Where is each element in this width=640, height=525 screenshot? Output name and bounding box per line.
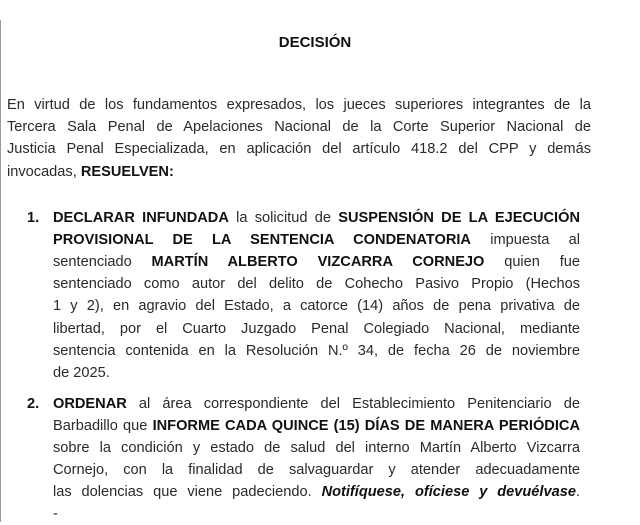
text-segment: impuesta al: [470, 232, 581, 249]
text-segment: sobre la condición y estado de salud del interno Martín Alberto Vizcarra: [53, 440, 580, 457]
text-segment: al área correspondiente del Establecimiento Penitenciario de: [126, 396, 580, 412]
text-segment: 1 y 2), en agravio del Estado, a catorce (14) años de pena privativa de: [53, 298, 580, 315]
text-segment: invocadas,: [7, 163, 81, 180]
text-segment: Cornejo, con la finalidad de salvaguardar y atender adecuadamente: [53, 462, 580, 479]
text-line: [7, 138, 591, 160]
text-segment: las dolencias que viene padeciendo.: [53, 484, 322, 501]
text-segment: En virtud de los fundamentos expresados, los jueces superiores integrantes de la: [7, 97, 591, 113]
emphasized-text: RESUELVEN:: [80, 163, 174, 180]
text-segment: de 2025.: [53, 364, 110, 381]
text-segment: Tercera Sala Penal de Apelaciones Nacional de la Corte Superior Nacional de: [7, 119, 591, 136]
text-line: [53, 207, 580, 229]
text-segment: libertad, por el Cuarto Juzgado Penal Colegiado Nacional, mediante: [53, 320, 580, 337]
text-line: [53, 318, 580, 340]
emphasized-text: DECLARAR INFUNDADA: [53, 210, 229, 226]
text-line: [53, 459, 580, 481]
emphasized-text: SUSPENSIÓN DE LA EJECUCIÓN: [338, 210, 580, 226]
emphasized-text: INFORME CADA QUINCE (15) DÍAS DE MANERA PERIÓDICA: [152, 418, 580, 435]
emphasized-text: ORDENAR: [53, 396, 127, 412]
text-line: [53, 273, 580, 295]
text-segment: sentenciado: [53, 254, 152, 271]
text-segment: la solicitud de: [228, 210, 339, 226]
text-line: [7, 161, 591, 183]
text-segment: quien fue: [484, 254, 580, 271]
emphasized-text: Notifíquese, ofíciese y devuélvase: [321, 484, 576, 501]
text-segment: Barbadillo que: [53, 418, 153, 435]
text-segment: -: [53, 506, 58, 522]
text-line: [53, 251, 580, 273]
text-line: [7, 116, 591, 138]
page-left-border: [0, 20, 1, 522]
text-line: [53, 295, 580, 317]
text-segment: sentencia contenida en la Resolución N.º 34, de fecha 26 de noviembre: [53, 342, 580, 359]
item-number: 1.: [27, 210, 40, 226]
section-title: DECISIÓN: [278, 34, 352, 51]
text-line: [53, 393, 580, 415]
text-segment: Justicia Penal Especializada, en aplicación del artículo 418.2 del CPP y demás: [7, 141, 591, 158]
text-segment: .: [575, 484, 580, 501]
text-line: [7, 94, 591, 116]
text-line: [53, 362, 580, 384]
text-line: [53, 481, 580, 503]
text-segment: sentenciado como autor del delito de Cohecho Pasivo Propio (Hechos: [53, 276, 580, 293]
emphasized-text: PROVISIONAL DE LA SENTENCIA CONDENATORIA: [53, 232, 471, 249]
item-number: 2.: [27, 396, 40, 412]
text-line: [53, 415, 580, 437]
emphasized-text: MARTÍN ALBERTO VIZCARRA CORNEJO: [151, 254, 485, 271]
text-line: [53, 437, 580, 459]
text-line: [53, 229, 580, 251]
text-line: [53, 340, 580, 362]
